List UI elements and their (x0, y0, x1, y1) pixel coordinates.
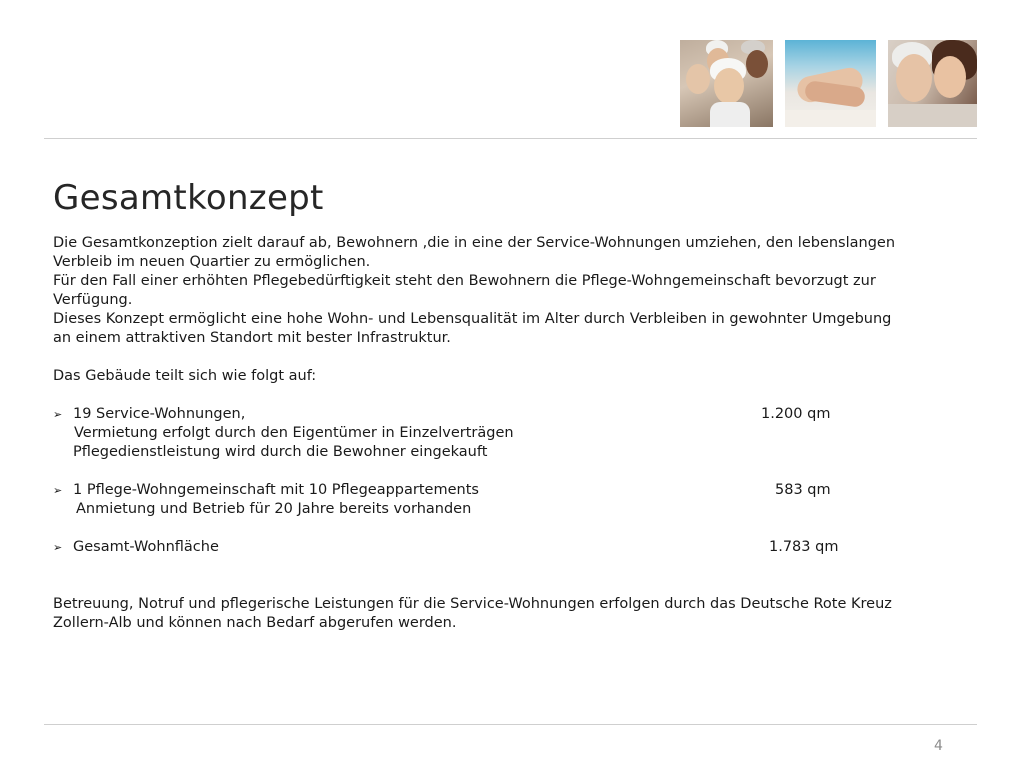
area-item-service-apartments (53, 405, 953, 424)
intro-line: an einem attraktiven Standort mit bester Infrastruktur. (53, 330, 451, 346)
arrow-bullet-icon: ➢ (53, 541, 63, 554)
area-item-label: 1 Pflege-Wohngemeinschaft mit 10 Pflegeappartements (73, 482, 479, 498)
area-item-value: 1.783 qm (769, 539, 839, 555)
area-item-label: 19 Service-Wohnungen, (73, 406, 246, 422)
area-item-detail: Anmietung und Betrieb für 20 Jahre bereits vorhanden (76, 501, 472, 517)
footer-divider (44, 724, 977, 725)
photo-holding-hands (785, 40, 876, 127)
area-item-care-community (53, 481, 953, 500)
photo-group-of-seniors (680, 40, 773, 127)
area-item-detail: Pflegedienstleistung wird durch die Bewohner eingekauft (73, 444, 488, 460)
header-divider (44, 138, 977, 139)
arrow-bullet-icon: ➢ (53, 484, 63, 497)
header-photo-strip (680, 40, 977, 127)
area-item-total (53, 538, 953, 557)
intro-line: Dieses Konzept ermöglicht eine hohe Wohn- und Lebensqualität im Alter durch Verbleiben in gewohnter Umgebung (53, 311, 892, 327)
closing-line: Zollern-Alb und können nach Bedarf abgerufen werden. (53, 615, 457, 631)
slide-body (53, 234, 953, 633)
slide-title: Gesamtkonzept (53, 178, 324, 218)
split-heading: Das Gebäude teilt sich wie folgt auf: (53, 368, 317, 384)
area-item-label: Gesamt-Wohnfläche (73, 539, 219, 555)
area-item-detail: Vermietung erfolgt durch den Eigentümer in Einzelverträgen (74, 425, 514, 441)
area-item-value: 583 qm (775, 482, 831, 498)
page-number: 4 (934, 738, 943, 754)
photo-senior-with-caregiver (888, 40, 977, 127)
area-item-value: 1.200 qm (761, 406, 831, 422)
intro-line: Verfügung. (53, 292, 133, 308)
closing-line: Betreuung, Notruf und pflegerische Leistungen für die Service-Wohnungen erfolgen durch das Deutsche Rote Kreuz (53, 596, 892, 612)
intro-line: Die Gesamtkonzeption zielt darauf ab, Bewohnern ,die in eine der Service-Wohnungen umziehen, den lebenslangen (53, 235, 896, 251)
intro-line: Für den Fall einer erhöhten Pflegebedürftigkeit steht den Bewohnern die Pflege-Wohngemeinschaft bevorzugt zur (53, 273, 876, 289)
arrow-bullet-icon: ➢ (53, 408, 63, 421)
intro-line: Verbleib im neuen Quartier zu ermöglichen. (53, 254, 371, 270)
